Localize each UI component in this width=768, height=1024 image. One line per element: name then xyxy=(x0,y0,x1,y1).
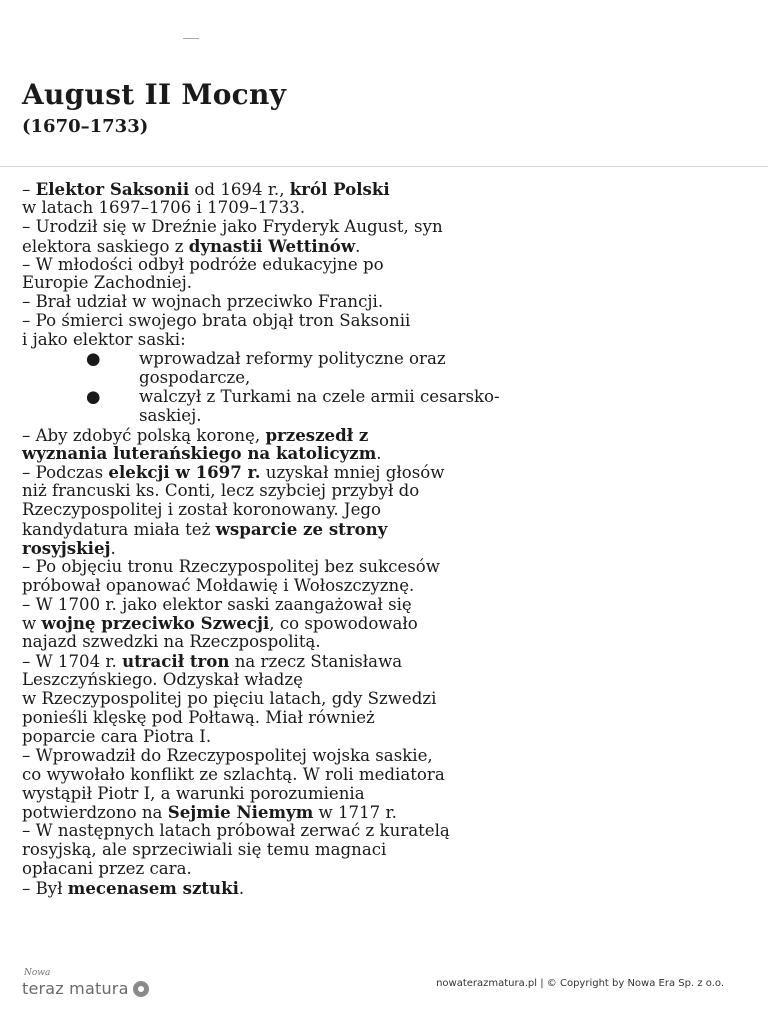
text-segment: – Po objęciu tronu Rzeczypospolitej bez sukcesów xyxy=(22,556,440,576)
text-line xyxy=(22,482,752,501)
text-segment: w 1717 r. xyxy=(313,803,397,823)
text-line xyxy=(22,463,752,482)
bold-term: wojnę przeciwko Szwecji xyxy=(41,613,270,634)
text-line xyxy=(22,614,752,633)
text-line xyxy=(22,558,752,577)
logo-circle-icon xyxy=(133,981,149,997)
text-line xyxy=(22,312,752,331)
text-line xyxy=(22,501,752,520)
text-segment: potwierdzono na xyxy=(22,803,168,823)
bold-term: wyznania luterańskiego na katolicyzm xyxy=(22,443,377,464)
text-segment: . xyxy=(355,236,361,256)
text-line xyxy=(22,879,752,898)
text-segment: poparcie cara Piotra I. xyxy=(22,726,212,746)
footer-copyright: nowaterazmatura.pl | © Copyright by Nowa Era Sp. z o.o. xyxy=(436,978,724,989)
text-segment: ponieśli klęskę pod Połtawą. Miał również xyxy=(22,707,375,727)
text-line xyxy=(22,180,752,199)
logo-small-text: Nowa xyxy=(24,968,51,978)
text-line xyxy=(22,728,752,747)
text-segment: . xyxy=(110,538,116,558)
text-line xyxy=(22,444,752,463)
bold-term: mecenasem sztuki xyxy=(67,877,239,898)
text-line xyxy=(22,388,752,407)
text-line xyxy=(22,237,752,256)
text-segment: – xyxy=(22,180,36,199)
text-segment: i jako elektor saski: xyxy=(22,330,186,350)
text-segment: opłacani przez cara. xyxy=(22,859,192,879)
text-line xyxy=(22,841,752,860)
text-segment: – Po śmierci swojego brata objął tron Saksonii xyxy=(22,311,411,331)
text-segment: wystąpił Piotr I, a warunki porozumienia xyxy=(22,783,365,803)
bold-term: Sejmie Niemym xyxy=(167,802,314,823)
text-segment: rosyjską, ale sprzeciwiali się temu magnaci xyxy=(22,840,387,860)
text-segment: elektora saskiego z xyxy=(22,236,189,256)
logo-main-text: teraz matura xyxy=(22,979,129,998)
text-line xyxy=(22,690,752,709)
text-segment: – W 1704 r. xyxy=(22,652,123,672)
bold-term: utracił tron xyxy=(122,651,230,672)
text-segment: – Brał udział w wojnach przeciwko Francji. xyxy=(22,292,384,312)
text-segment: co wywołało konflikt ze szlachtą. W roli mediatora xyxy=(22,764,445,784)
text-line xyxy=(22,293,752,312)
bold-term: Elektor Saksonii xyxy=(35,179,190,199)
text-segment: – Wprowadził do Rzeczypospolitej wojska saskie, xyxy=(22,745,433,765)
page-subtitle: (1670–1733) xyxy=(22,116,149,137)
text-segment: – W 1700 r. jako elektor saski zaangażował się xyxy=(22,594,412,614)
text-segment: gospodarcze, xyxy=(139,367,251,387)
text-segment: w Rzeczypospolitej po pięciu latach, gdy Szwedzi xyxy=(22,689,437,709)
text-segment: . xyxy=(238,878,245,898)
bold-term: rosyjskiej xyxy=(22,537,111,558)
text-line xyxy=(22,577,752,596)
text-line xyxy=(22,803,752,822)
text-segment: – Urodził się w Dreźnie jako Fryderyk August, syn xyxy=(22,216,443,236)
page-title: August II Mocny xyxy=(22,78,287,111)
text-segment: Leszczyńskiego. Odzyskał władzę xyxy=(22,670,303,690)
text-line xyxy=(22,671,752,690)
text-segment: – W następnych latach próbował zerwać z kuratelą xyxy=(22,821,450,841)
text-line xyxy=(22,539,752,558)
text-segment: , co spowodowało xyxy=(269,614,418,634)
text-line xyxy=(22,274,752,293)
bold-term: dynastii Wettinów xyxy=(188,235,356,256)
text-segment: w xyxy=(22,614,42,634)
top-dash xyxy=(183,38,199,39)
text-line xyxy=(22,520,752,539)
bullet-icon: ● xyxy=(86,349,101,369)
text-line xyxy=(22,331,752,350)
text-line xyxy=(22,218,752,237)
text-line xyxy=(22,369,752,388)
bold-term: elekcji w 1697 r. xyxy=(108,462,261,483)
text-segment: – W młodości odbył podróże edukacyjne po xyxy=(22,254,384,274)
text-segment: w latach 1697–1706 i 1709–1733. xyxy=(22,197,306,217)
text-line xyxy=(22,709,752,728)
text-segment: na rzecz Stanisława xyxy=(229,652,403,672)
text-segment: – Podczas xyxy=(22,463,109,483)
text-line xyxy=(22,199,752,218)
text-line xyxy=(22,785,752,804)
bullet-icon: ● xyxy=(86,386,101,406)
text-segment: Europie Zachodniej. xyxy=(22,273,192,293)
text-segment: niż francuski ks. Conti, lecz szybciej przybył do xyxy=(22,481,420,501)
text-segment: najazd szwedzki na Rzeczpospolitą. xyxy=(22,632,321,652)
text-line xyxy=(22,596,752,615)
text-line xyxy=(22,766,752,785)
text-segment: od 1694 r., xyxy=(189,180,290,199)
text-line xyxy=(22,407,752,426)
text-segment: – Aby zdobyć polską koronę, xyxy=(22,425,266,445)
header-divider xyxy=(0,166,768,167)
bold-term: król Polski xyxy=(289,179,390,199)
text-segment: próbował opanować Mołdawię i Wołoszczyznę. xyxy=(22,575,415,595)
text-segment: wprowadzał reformy polityczne oraz xyxy=(139,349,446,369)
biography-text xyxy=(22,180,752,898)
text-line xyxy=(22,426,752,445)
text-line xyxy=(22,256,752,275)
text-line xyxy=(22,633,752,652)
text-line xyxy=(22,747,752,766)
text-segment: kandydatura miała też xyxy=(22,520,216,540)
text-segment: Rzeczypospolitej i został koronowany. Jego xyxy=(22,500,382,520)
text-line xyxy=(22,350,752,369)
text-line xyxy=(22,822,752,841)
text-segment: . xyxy=(376,444,382,464)
bold-term: wsparcie ze strony xyxy=(215,519,388,540)
text-segment: saskiej. xyxy=(139,405,202,425)
text-segment: walczył z Turkami na czele armii cesarsko- xyxy=(139,386,500,406)
bold-term: przeszedł z xyxy=(265,424,369,445)
nowa-teraz-matura-logo xyxy=(22,968,149,998)
text-line xyxy=(22,860,752,879)
text-line xyxy=(22,652,752,671)
text-segment: – Był xyxy=(22,878,68,898)
text-segment: uzyskał mniej głosów xyxy=(260,463,445,483)
